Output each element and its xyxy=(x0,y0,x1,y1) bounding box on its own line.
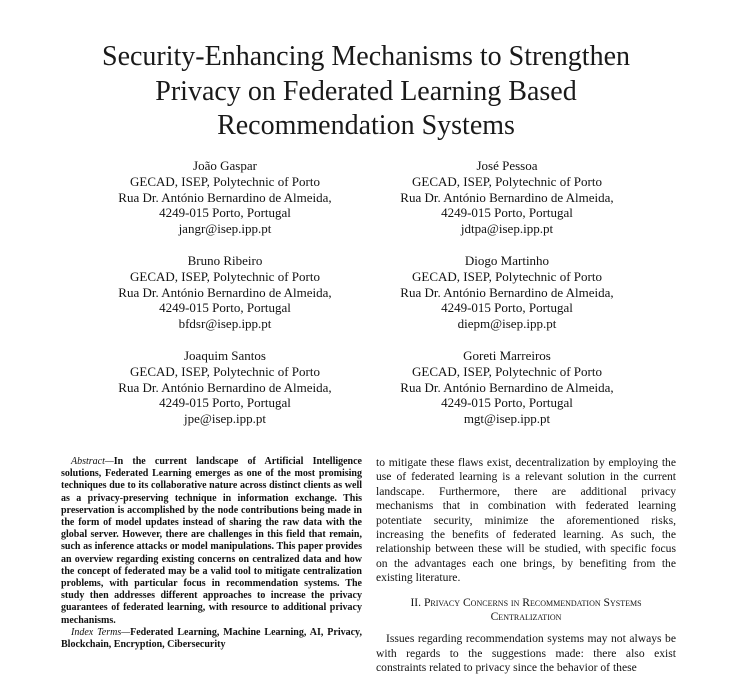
author-affiliation: GECAD, ISEP, Polytechnic of Porto xyxy=(130,268,320,284)
title-line: Recommendation Systems xyxy=(217,110,515,141)
abstract xyxy=(61,456,362,627)
author-city: 4249-015 Porto, Portugal xyxy=(441,300,573,316)
author-name: Joaquim Santos xyxy=(184,348,266,363)
author-name: Diogo Martinho xyxy=(464,253,550,268)
author-address: Rua Dr. António Bernardino de Almeida, xyxy=(118,379,332,395)
author-card xyxy=(75,253,375,332)
author-affiliation: GECAD, ISEP, Polytechnic of Porto xyxy=(130,173,320,189)
body-paragraph-text: Issues regarding recommendation systems may not always be with regards to the suggestions made: there also exist constraints related to privacy since the behavior of these xyxy=(376,632,676,675)
author-address: Rua Dr. António Bernardino de Almeida, xyxy=(118,189,332,205)
author-affiliation: GECAD, ISEP, Polytechnic of Porto xyxy=(412,173,602,189)
author-affiliation: GECAD, ISEP, Polytechnic of Porto xyxy=(130,363,320,379)
paper-title xyxy=(40,40,692,144)
author-city: 4249-015 Porto, Portugal xyxy=(441,395,573,411)
author-name: José Pessoa xyxy=(476,158,538,173)
abstract-lead: Abstract— xyxy=(71,456,114,467)
author-card xyxy=(357,348,657,427)
author-card xyxy=(75,158,375,237)
author-card xyxy=(357,253,657,332)
author-city: 4249-015 Porto, Portugal xyxy=(441,205,573,221)
title-line: Security-Enhancing Mechanisms to Strengthen xyxy=(102,41,630,72)
author-address: Rua Dr. António Bernardino de Almeida, xyxy=(400,189,614,205)
author-name: Bruno Ribeiro xyxy=(187,253,263,268)
author-affiliation: GECAD, ISEP, Polytechnic of Porto xyxy=(412,268,602,284)
author-affiliation: GECAD, ISEP, Polytechnic of Porto xyxy=(412,363,602,379)
author-city: 4249-015 Porto, Portugal xyxy=(159,395,291,411)
title-line: Privacy on Federated Learning Based xyxy=(155,75,577,107)
index-terms-lead: Index Terms— xyxy=(71,626,131,638)
author-email: jangr@isep.ipp.pt xyxy=(178,221,272,237)
author-name: João Gaspar xyxy=(193,158,257,173)
body-paragraph xyxy=(376,632,676,675)
author-email: bfdsr@isep.ipp.pt xyxy=(178,316,272,332)
body-paragraph: to mitigate these flaws exist, decentralization by employing the use of federated learning is a relevant solution in the current landscape. Furthermore, there are additional privacy mechanisms that in combination with federated learning potentiate security, minimize the aforementioned risks, increasing the benefits of federated learning. As such, the relationship between these will be studied, with specific focus on the advantages each one brings, by benefiting from the existing literature. xyxy=(376,456,676,585)
index-terms-text: Federated Learning, Machine Learning, AI, Privacy, Blockchain, Encryption, Cibersecurity xyxy=(61,626,363,651)
author-email: diepm@isep.ipp.pt xyxy=(457,316,557,332)
author-email: jdtpa@isep.ipp.pt xyxy=(460,221,554,237)
author-email: mgt@isep.ipp.pt xyxy=(463,411,551,427)
author-card xyxy=(75,348,375,427)
index-terms xyxy=(61,627,362,651)
author-address: Rua Dr. António Bernardino de Almeida, xyxy=(400,379,614,395)
right-column xyxy=(376,456,676,676)
author-email: jpe@isep.ipp.pt xyxy=(183,411,267,427)
author-city: 4249-015 Porto, Portugal xyxy=(159,300,291,316)
author-address: Rua Dr. António Bernardino de Almeida, xyxy=(118,284,332,300)
abstract-text: In the current landscape of Artificial Intelligence solutions, Federated Learning emerges as one of the most promising techniques due to its collaborative nature across distinct clients as well as a privacy-preserving technique in information exchange. This preservation is accomplished by the node contributions being made in the form of model updates instead of sharing the raw data with the global server. However, there are challenges in this field that remain, such as inference attacks or model manipulations. This paper provides an overview regarding existing concerns on centralized data and how the concept of federated may be a valid tool to mitigate centralization problems, with particular focus in recommendation systems. The study then addresses different approaches to increase the privacy guarantees of federated learning, with resource to additional privacy mechanisms. xyxy=(61,456,362,626)
author-name: Goreti Marreiros xyxy=(463,348,551,363)
left-column xyxy=(61,456,362,651)
section-heading: II. Privacy Concerns in Recommendation Systems Centralization xyxy=(410,595,642,624)
author-card xyxy=(357,158,657,237)
author-address: Rua Dr. António Bernardino de Almeida, xyxy=(400,284,614,300)
author-city: 4249-015 Porto, Portugal xyxy=(159,205,291,221)
